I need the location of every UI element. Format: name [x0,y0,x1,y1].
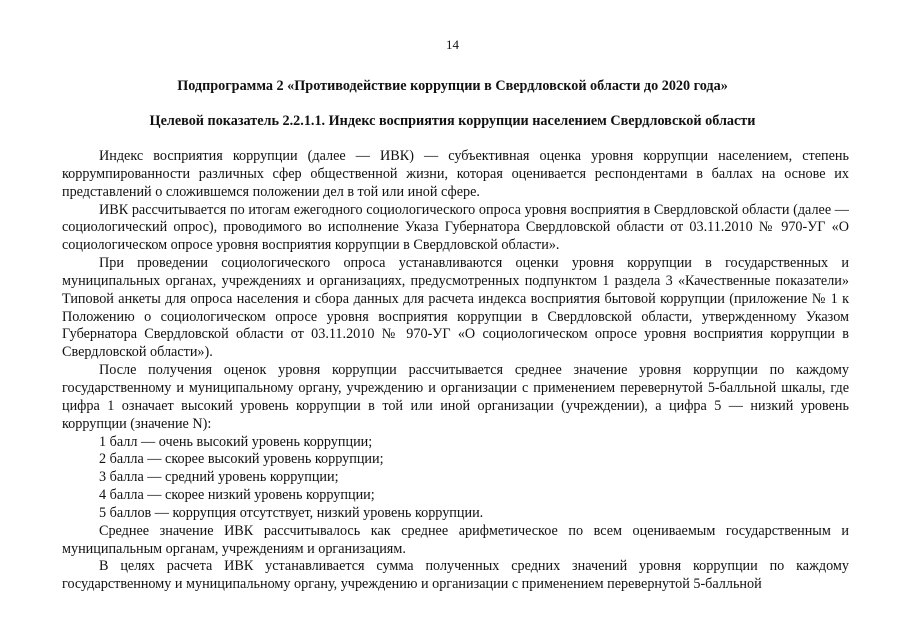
indicator-title: Целевой показатель 2.2.1.1. Индекс восприятия коррупции населением Свердловской области [149,113,756,129]
paragraph-definition: Индекс восприятия коррупции (далее — ИВК) — субъективная оценка уровня коррупции населением, степень коррумпированности различных сфер общественной жизни, которая оценивается респондентами в баллах на основе их представлений о сложившемся положении дел в той или иной сфере. [62,148,849,200]
paragraph-survey-method: При проведении социологического опроса устанавливаются оценки уровня коррупции в государственных и муниципальных органах, учреждениях и организациях, предусмотренных подпунктом 1 раздела 3 «Качественные показатели» Типовой анкеты для опроса населения и сбора данных для расчета индекса восприятия бытовой коррупции (приложение № 1 к Положению о социологическом опросе уровня восприятия коррупции в Свердловской области, утвержденному Указом Губернатора Свердловской области от 03.11.2010 № 970-УГ «О социологическом опросе уровня восприятия коррупции в Свердловской области»). [62,255,849,361]
paragraph-calculation-basis: ИВК рассчитывается по итогам ежегодного социологического опроса уровня восприятия в Свердловской области (далее — социологический опрос), проводимого во исполнение Указа Губернатора Свердловской области от 03.11.2010 № 970-УГ «О социологическом опросе уровня восприятия коррупции в Свердловской области». [62,201,849,254]
scale-item-1: 1 балл — очень высокий уровень коррупции; [99,433,373,450]
paragraph-sum: В целях расчета ИВК устанавливается сумма полученных средних значений уровня коррупции по каждому государственному и муниципальному органу, учреждению и организации с применением перевернутой 5-балльной [62,558,849,593]
scale-item-5: 5 баллов — коррупция отсутствует, низкий уровень коррупции. [99,504,484,521]
paragraph-average: Среднее значение ИВК рассчитывалось как среднее арифметическое по всем оцениваемым государственным и муниципальным органам, учреждениям и организациям. [62,522,849,557]
scale-item-2: 2 балла — скорее высокий уровень коррупции; [99,451,384,468]
paragraph-scale-intro: После получения оценок уровня коррупции рассчитывается среднее значение уровня коррупции по каждому государственному и муниципальному органу, учреждению и организации с применением перевернутой 5-балльной шкалы, где цифра 1 означает высокий уровень коррупции в той или иной организации (учреждении), а цифра 5 — низкий уровень коррупции (значение N): [62,362,849,432]
document-body [62,148,849,594]
scale-item-3: 3 балла — средний уровень коррупции; [99,469,339,486]
page-number: 14 [446,37,459,52]
scale-item-4: 4 балла — скорее низкий уровень коррупции; [99,487,375,504]
subprogram-title: Подпрограмма 2 «Противодействие коррупции в Свердловской области до 2020 года» [177,78,728,94]
